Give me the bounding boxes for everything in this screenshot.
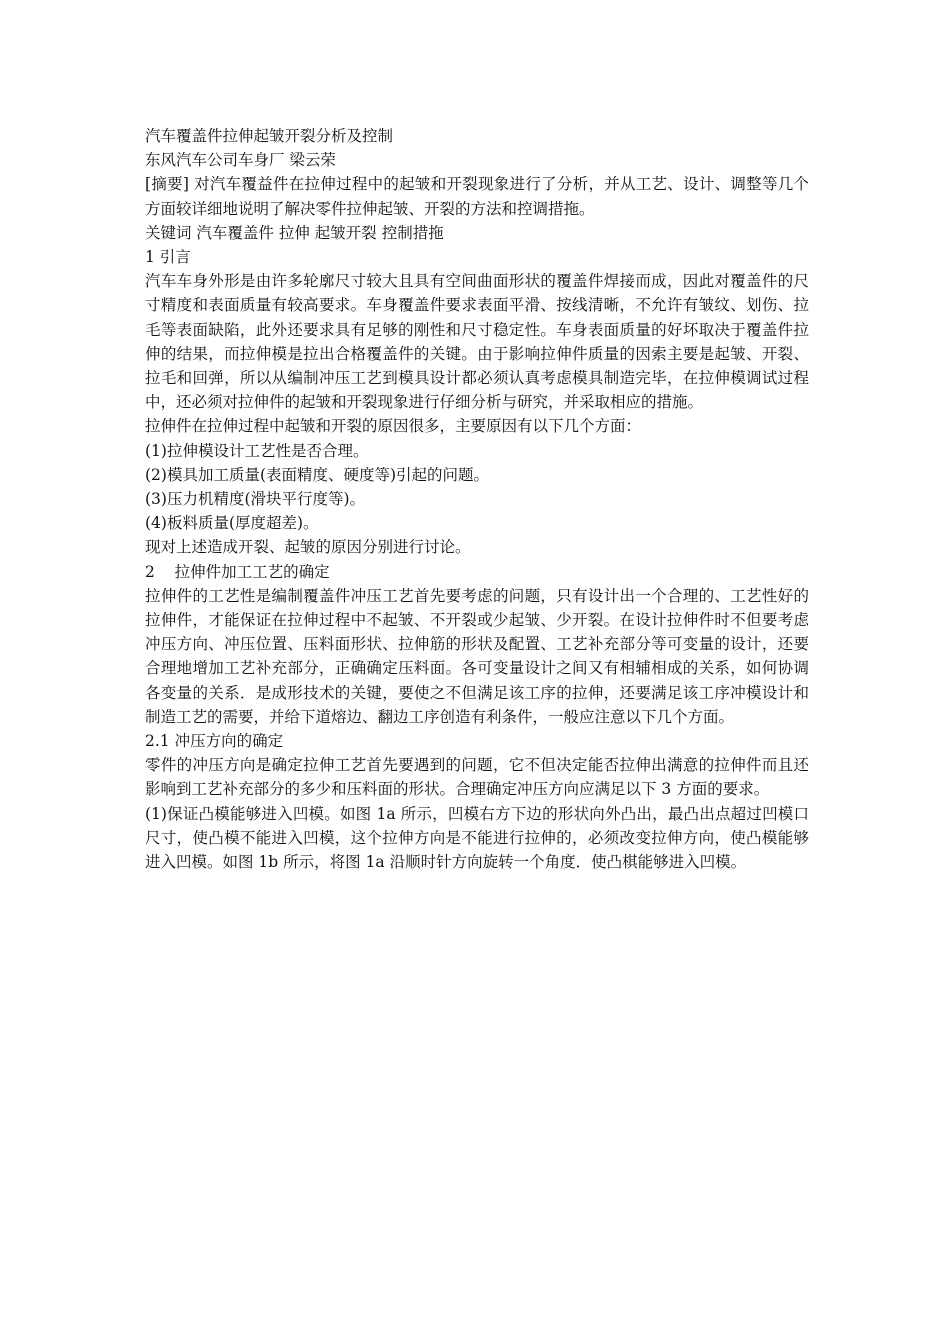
section-2-1-heading: 2.1 冲压方向的确定 [145,732,284,751]
reason-item-3: (3)压力机精度(滑块平行度等)。 [145,490,366,509]
section-1-paragraph-1: 汽车车身外形是由许多轮廓尺寸较大且具有空间曲面形状的覆盖件焊接而成，因此对覆盖件的尺寸精度和表面质量有较高要求。车身覆盖件要求表面平滑、按线清晰，不允许有皱纹、划伤、拉毛等表面缺陷，此外还要求具有足够的刚性和尺寸稳定性。车身表面质量的好坏取决于覆盖件拉伸的结果，而拉伸模是拉出合格覆盖件的关键。由于影响拉伸件质量的因索主要是起皱、开裂、拉毛和回弹，所以从编制冲压工艺到模具设计都必须认真考虑模具制造完毕，在拉伸模调试过程中，还必须对拉伸件的起皱和开裂现象进行仔细分析与研究，并采取相应的措施。 [145,272,809,412]
section-1-paragraph-2: 拉伸件在拉伸过程中起皱和开裂的原因很多，主要原因有以下几个方面： [145,417,642,436]
document-author: 东风汽车公司车身厂 梁云荣 [145,151,336,170]
abstract-paragraph: [摘要] 对汽车覆益件在拉伸过程中的起皱和开裂现象进行了分析，并从工艺、设计、调整等几个方面较详细地说明了解决零件拉伸起皱、开裂的方法和控调措拖。 [145,175,809,218]
document-body [145,124,809,874]
section-2-heading: 2 拉伸件加工工艺的确定 [145,562,330,581]
section-1-heading: 1 引言 [145,248,191,267]
section-2-paragraph-1: 拉伸件的工艺性是编制覆盖件冲压工艺首先要考虑的问题，只有设计出一个合理的、工艺性好的拉伸件，才能保证在拉伸过程中不起皱、不开裂或少起皱、少开裂。在设计拉伸件时不但要考虑冲压方向、冲压位置、压料面形状、拉伸筋的形状及配置、工艺补充部分等可变量的设计，还要合理地增加工艺补充部分，正确确定压料面。各可变量设计之间又有相辅相成的关系，如何协调各变量的关系．是成形技术的关键，要使之不但满足该工序的拉伸，还要满足该工序冲模设计和制造工艺的需要，并给下道熔边、翻边工序创造有利条件，一般应注意以下几个方面。 [145,586,809,726]
section-1-paragraph-3: 现对上述造成开裂、起皱的原因分别进行讨论。 [145,538,471,557]
reason-item-2: (2)模具加工质量(表面精度、硬度等)引起的问题。 [145,465,490,484]
section-2-1-paragraph-2: (1)保证凸模能够进入凹模。如图 1a 所示，凹模右方下边的形状向外凸出，最凸出点超过凹模口尺寸，使凸模不能进入凹模，这个拉伸方向是不能进行拉伸的，必须改变拉伸方向，使凸模能够进入凹模。如图 1b 所示，将图 1a 沿顺时针方向旋转一个角度．使凸棋能够进入凹模。 [145,804,809,872]
document-title: 汽车覆盖件拉伸起皱开裂分析及控制 [145,127,394,145]
section-2-1-paragraph-1: 零件的冲压方向是确定拉伸工艺首先要遇到的问题，它不但决定能否拉伸出满意的拉伸件而且还影响到工艺补充部分的多少和压料面的形状。合理确定冲压方向应满足以下 3 方面的要求。 [145,756,809,799]
reason-item-4: (4)板料质量(厚度超差)。 [145,514,319,533]
reason-item-1: (1)拉伸模设计工艺性是否合理。 [145,441,369,460]
keywords-line: 关键词 汽车覆盖件 拉伸 起皱开裂 控制措拖 [145,223,444,242]
